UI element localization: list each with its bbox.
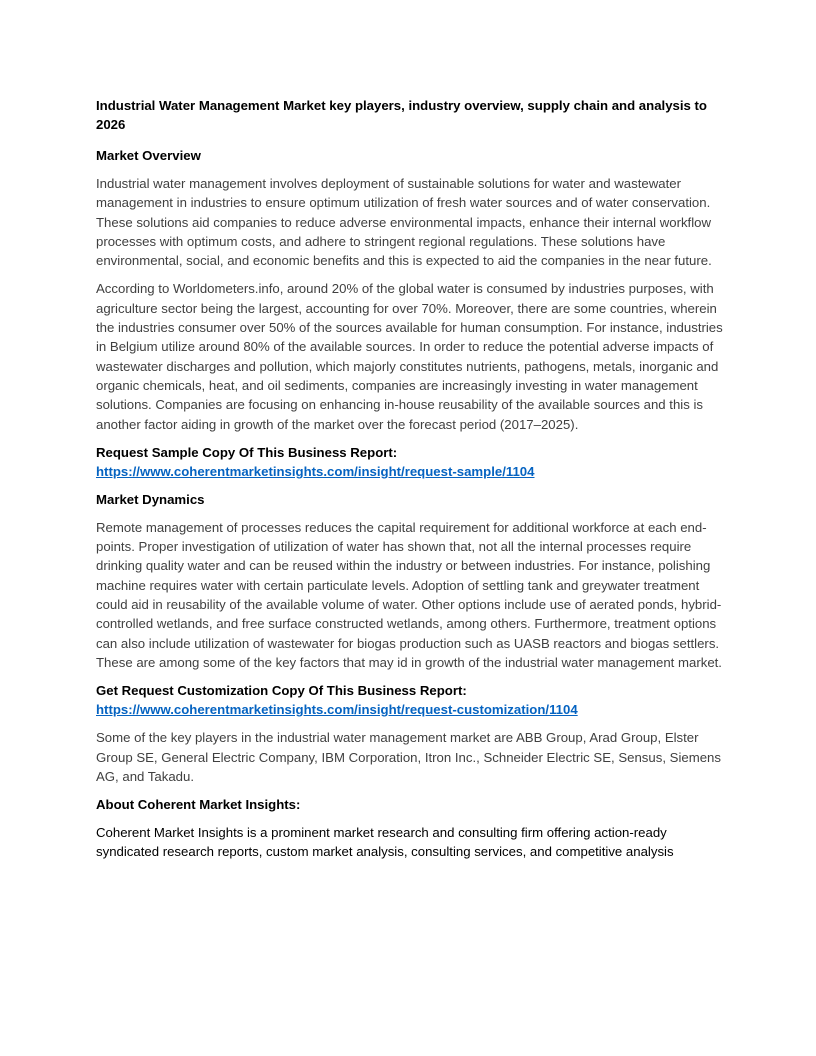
market-dynamics-paragraph: Remote management of processes reduces the capital requirement for additional workforce at each end-points. Proper investigation of utilization of water has shown that, not all the internal processes require drinking quality water and can be reused within the industry or between industries. For instance, polishing machine requires water with certain particulate levels. Adoption of settling tank and greywater treatment could aid in reusability of the available volume of water. Other options include use of aerated ponds, hybrid-controlled wetlands, and free surface constructed wetlands, among others. Furthermore, treatment options can also include utilization of wastewater for biogas production such as UASB reactors and biogas settlers. These are among some of the key factors that may id in growth of the industrial water management market. [96,519,722,670]
key-players-paragraph: Some of the key players in the industrial water management market are ABB Group, Arad Group, Elster Group SE, General Electric Company, IBM Corporation, Itron Inc., Schneider Electric SE, Sensus, Siemens AG, and Takadu. [96,730,721,784]
about-paragraph: Coherent Market Insights is a prominent market research and consulting firm offering action-ready syndicated research reports, custom market analysis, consulting services, and competitive analysis [96,825,674,860]
customization-request-label: Get Request Customization Copy Of This Business Report: [96,683,467,699]
market-overview-heading: Market Overview [96,148,201,163]
customization-request-link[interactable]: https://www.coherentmarketinsights.com/insight/request-customization/1104 [96,702,578,718]
market-overview-paragraph-2: According to Worldometers.info, around 20% of the global water is consumed by industries purposes, with agriculture sector being the largest, accounting for over 70%. Moreover, there are some countries, wherein the industries consumer over 50% of the sources available for human consumption. For instance, industries in Belgium utilize around 80% of the available sources. In order to reduce the potential adverse impacts of wastewater discharges and pollution, which majorly constitutes nutrients, pathogens, metals, inorganic and organic chemicals, heat, and oil sediments, companies are increasingly investing in water management solutions. Companies are focusing on enhancing in-house reusability of the available sources and this is another factor aiding in growth of the market over the forecast period (2017–2025). [96,281,723,432]
sample-request-label: Request Sample Copy Of This Business Report: [96,444,398,460]
about-heading: About Coherent Market Insights: [96,797,301,813]
market-dynamics-heading: Market Dynamics [96,491,205,507]
document-title: Industrial Water Management Market key players, industry overview, supply chain and analysis to 2026 [96,98,707,132]
sample-request-link[interactable]: https://www.coherentmarketinsights.com/insight/request-sample/1104 [96,463,535,479]
market-overview-paragraph-1: Industrial water management involves deployment of sustainable solutions for water and wastewater management in industries to ensure optimum utilization of fresh water sources and of water conservation. These solutions aid companies to reduce adverse environmental impacts, enhance their internal workflow processes with optimum costs, and adhere to stringent regional regulations. These solutions have environmental, social, and economic benefits and this is expected to aid the companies in the near future. [96,176,712,269]
sample-request-block [96,443,724,481]
customization-request-block [96,681,724,719]
document-page [96,96,724,871]
